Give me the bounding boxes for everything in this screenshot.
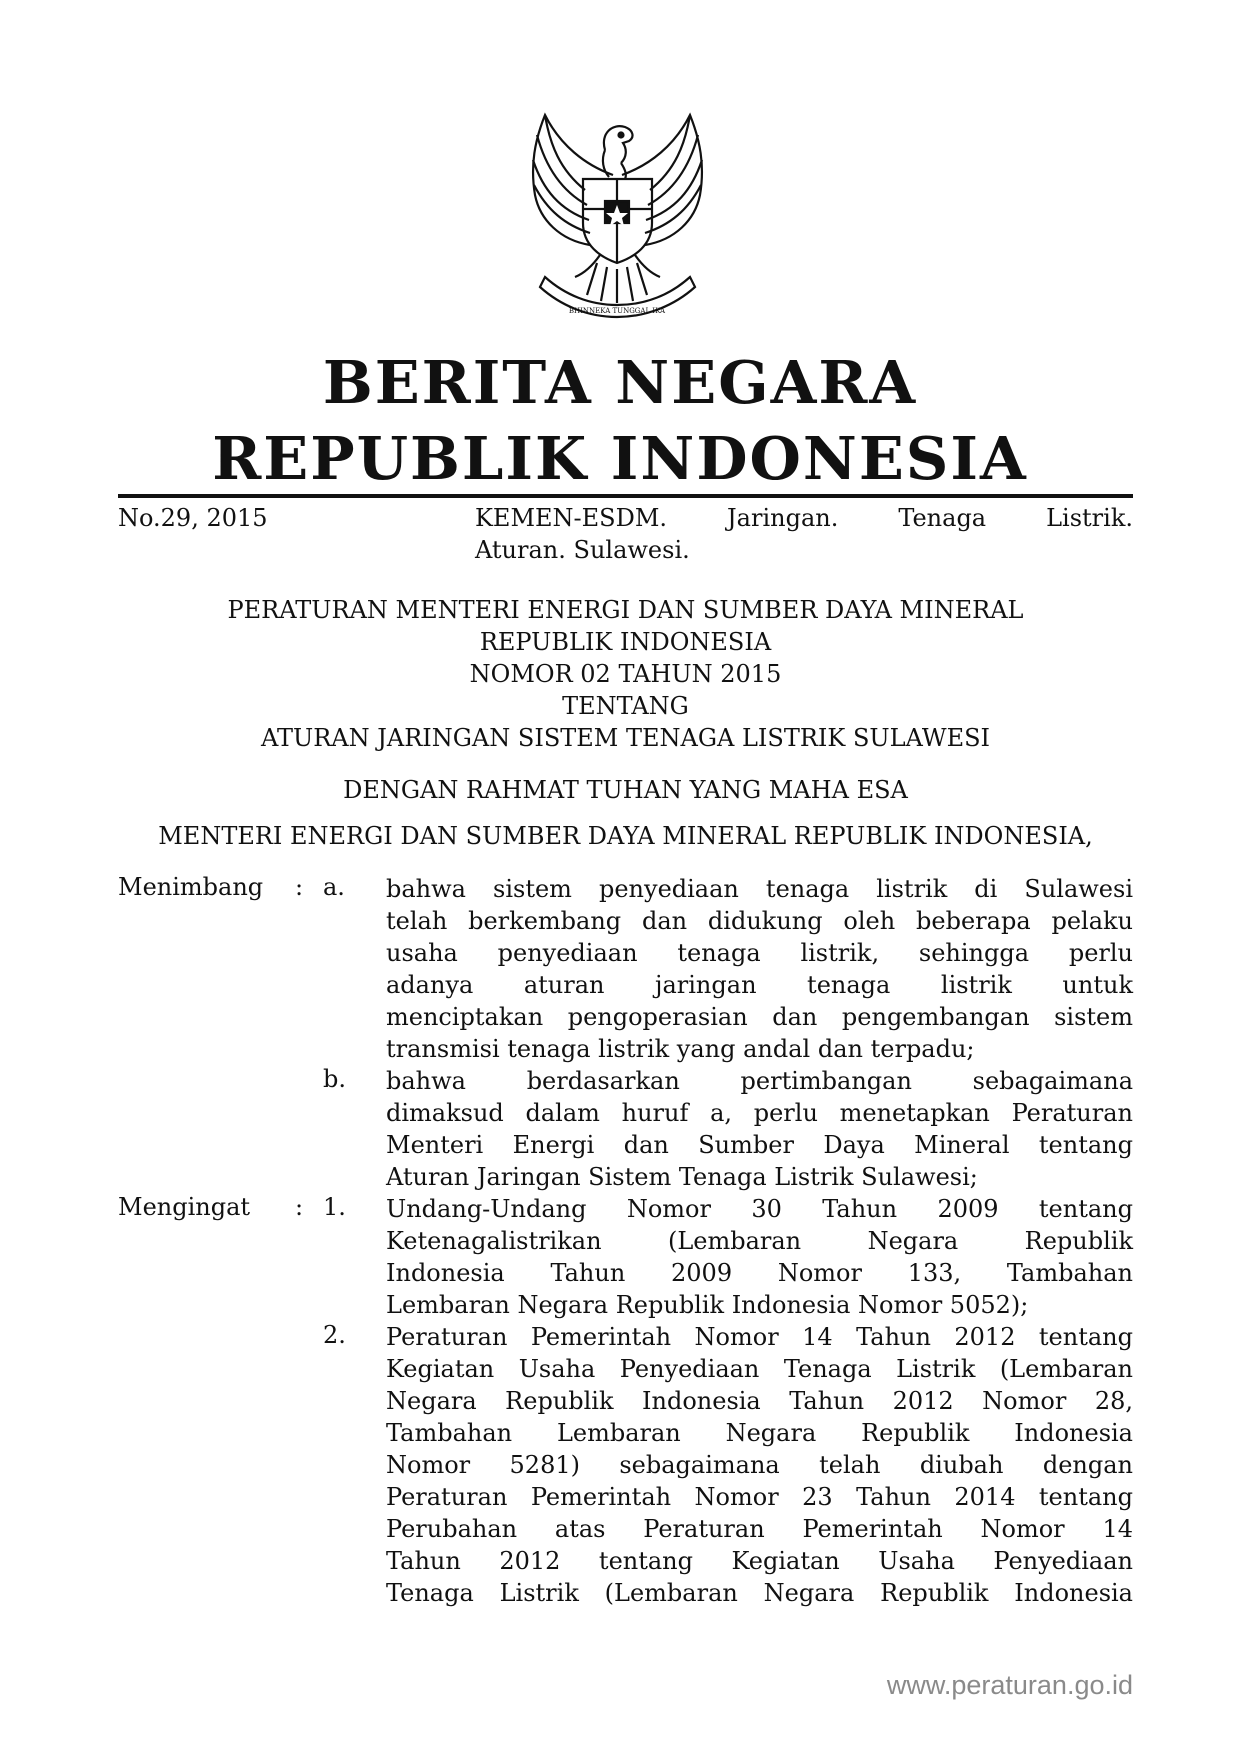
text-line: bahwa berdasarkan pertimbangan sebagaimana: [386, 1067, 1133, 1095]
menimbang-item-b-marker: b.: [323, 1065, 346, 1093]
text-line: dimaksud dalam huruf a, perlu menetapkan Peraturan: [386, 1099, 1133, 1127]
menimbang-item-a-marker: a.: [323, 873, 345, 901]
menimbang-label: Menimbang: [118, 873, 264, 901]
header-divider: [118, 494, 1133, 498]
issue-keywords-line1: KEMEN-ESDM. Jaringan. Tenaga Listrik.: [475, 504, 1133, 532]
regulation-subject: ATURAN JARINGAN SISTEM TENAGA LISTRIK SULAWESI: [260, 724, 991, 752]
text-line: Perubahan atas Peraturan Pemerintah Nomor 14: [386, 1515, 1133, 1543]
menimbang-item-a: [386, 873, 1133, 1065]
mengingat-item-2-marker: 2.: [323, 1321, 346, 1349]
text-line: Nomor 5281) sebagaimana telah diubah dengan: [386, 1451, 1133, 1479]
source-url-link[interactable]: www.peraturan.go.id: [886, 1670, 1133, 1700]
text-line: Indonesia Tahun 2009 Nomor 133, Tambahan: [386, 1259, 1133, 1287]
issue-keywords-line2: Aturan. Sulawesi.: [475, 536, 690, 564]
text-line: menciptakan pengoperasian dan pengembangan sistem: [386, 1003, 1133, 1031]
text-line: bahwa sistem penyediaan tenaga listrik di Sulawesi: [386, 875, 1133, 903]
mengingat-colon: :: [295, 1193, 304, 1221]
text-line: Menteri Energi dan Sumber Daya Mineral tentang: [386, 1131, 1133, 1159]
garuda-emblem-icon: [505, 105, 730, 327]
text-line: Undang-Undang Nomor 30 Tahun 2009 tentang: [386, 1195, 1133, 1223]
text-line: Tambahan Lembaran Negara Republik Indonesia: [386, 1419, 1133, 1447]
regulation-title-line1: PERATURAN MENTERI ENERGI DAN SUMBER DAYA MINERAL: [227, 596, 1024, 624]
text-line: Aturan Jaringan Sistem Tenaga Listrik Sulawesi;: [386, 1163, 978, 1191]
text-line: Peraturan Pemerintah Nomor 23 Tahun 2014 tentang: [386, 1483, 1133, 1511]
regulation-title-line2: REPUBLIK INDONESIA: [479, 628, 772, 656]
masthead-subtitle: REPUBLIK INDONESIA: [212, 424, 1028, 493]
issue-number: No.29, 2015: [118, 504, 268, 532]
garuda-pancasila-emblem: [505, 105, 730, 327]
text-line: telah berkembang dan didukung oleh beberapa pelaku: [386, 907, 1133, 935]
text-line: Ketenagalistrikan (Lembaran Negara Republik: [386, 1227, 1133, 1255]
regulation-number: NOMOR 02 TAHUN 2015: [469, 660, 782, 688]
mengingat-item-2: [386, 1321, 1133, 1609]
preamble-blessing: DENGAN RAHMAT TUHAN YANG MAHA ESA: [343, 776, 908, 804]
masthead-title: BERITA NEGARA: [322, 348, 918, 417]
regulation-tentang: TENTANG: [562, 692, 689, 720]
text-line: usaha penyediaan tenaga listrik, sehingga perlu: [386, 939, 1133, 967]
mengingat-item-1: [386, 1193, 1133, 1321]
preamble-authority: MENTERI ENERGI DAN SUMBER DAYA MINERAL REPUBLIK INDONESIA,: [158, 822, 1093, 850]
menimbang-colon: :: [295, 873, 304, 901]
text-line: Kegiatan Usaha Penyediaan Tenaga Listrik (Lembaran: [386, 1355, 1133, 1383]
mengingat-label: Mengingat: [118, 1193, 251, 1221]
text-line: Peraturan Pemerintah Nomor 14 Tahun 2012 tentang: [386, 1323, 1133, 1351]
emblem-motto: BHINNEKA TUNGGAL IKA: [568, 307, 666, 315]
mengingat-item-1-marker: 1.: [323, 1193, 346, 1221]
menimbang-item-b: [386, 1065, 1133, 1193]
text-line: Tahun 2012 tentang Kegiatan Usaha Penyediaan: [386, 1547, 1133, 1575]
text-line: Negara Republik Indonesia Tahun 2012 Nomor 28,: [386, 1387, 1133, 1415]
text-line: Tenaga Listrik (Lembaran Negara Republik Indonesia: [386, 1579, 1133, 1607]
text-line: adanya aturan jaringan tenaga listrik untuk: [386, 971, 1133, 999]
text-line: transmisi tenaga listrik yang andal dan terpadu;: [386, 1035, 975, 1063]
text-line: Lembaran Negara Republik Indonesia Nomor 5052);: [386, 1291, 1029, 1319]
